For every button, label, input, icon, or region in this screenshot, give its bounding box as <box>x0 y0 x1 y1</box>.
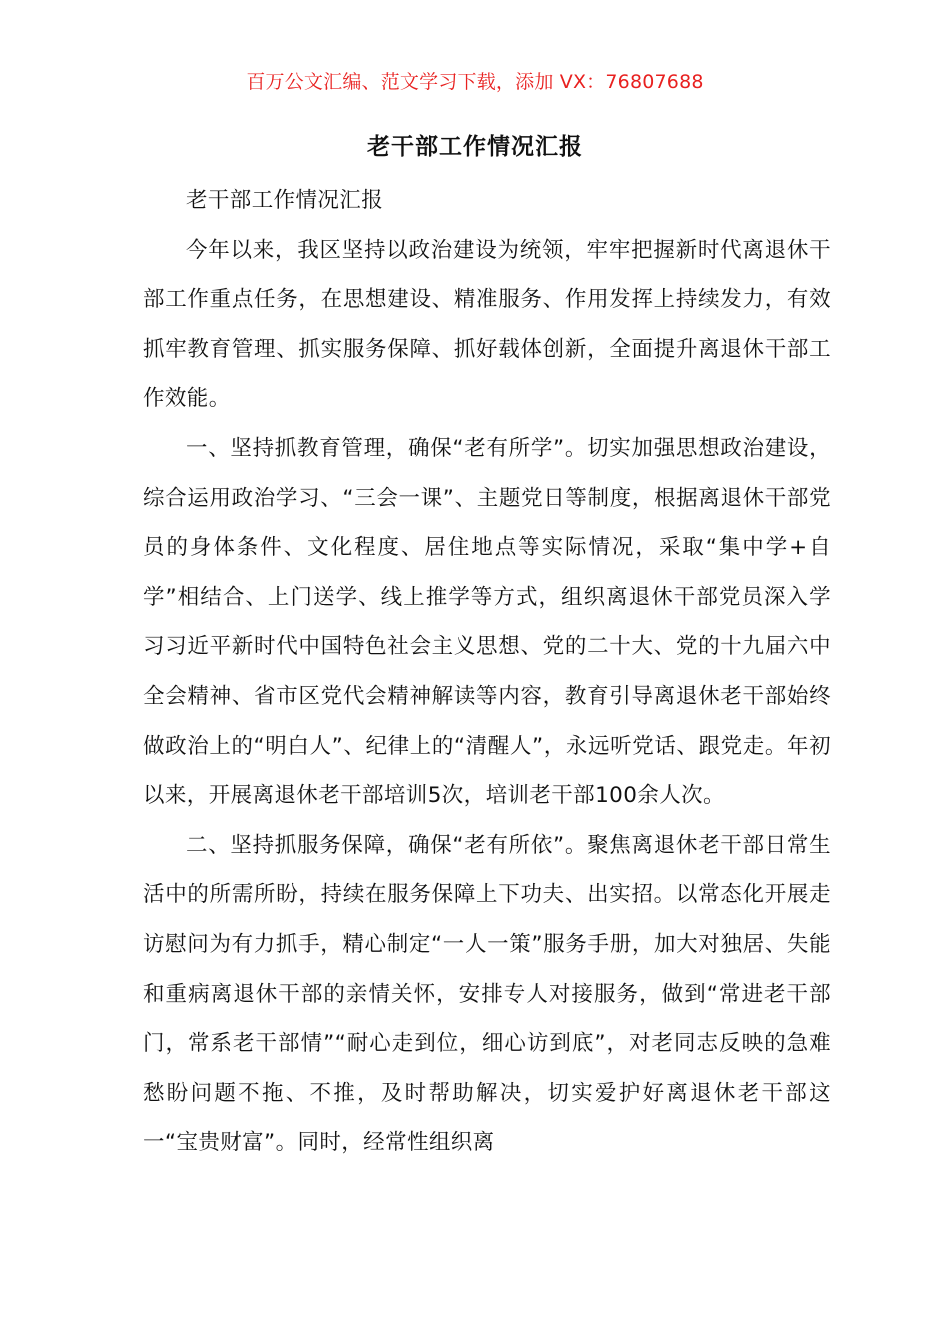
intro-paragraph: 今年以来，我区坚持以政治建设为统领，牢牢把握新时代离退休干部工作重点任务，在思想建设、精准服务、作用发挥上持续发力，有效抓牢教育管理、抓实服务保障、抓好载体创新，全面提升离退休干部工作效能。 <box>143 237 831 412</box>
section-one-paragraph: 一、坚持抓教育管理，确保“老有所学”。切实加强思想政治建设，综合运用政治学习、“三会一课”、主题党日等制度，根据离退休干部党员的身体条件、文化程度、居住地点等实际情况，采取“集中学+自学”相结合、上门送学、线上推学等方式，组织离退休干部党员深入学习习近平新时代中国特色社会主义思想、党的二十大、党的十九届六中全会精神、省市区党代会精神解读等内容，教育引导离退休老干部始终做政治上的“明白人”、纪律上的“清醒人”，永远听党话、跟党走。年初以来，开展离退休老干部培训5次，培训老干部100余人次。 <box>143 435 831 809</box>
document-body <box>143 176 831 1168</box>
download-banner: 百万公文汇编、范文学习下载，添加 VX：76807688 <box>246 71 704 93</box>
section-two-paragraph: 二、坚持抓服务保障，确保“老有所依”。聚焦离退休老干部日常生活中的所需所盼，持续在服务保障上下功夫、出实招。以常态化开展走访慰问为有力抓手，精心制定“一人一策”服务手册，加大对独居、失能和重病离退休干部的亲情关怀，安排专人对接服务，做到“常进老干部门，常系老干部情”“耐心走到位，细心访到底”，对老同志反映的急难愁盼问题不拖、不推，及时帮助解决，切实爱护好离退休老干部这一“宝贵财富”。同时，经常性组织离 <box>143 832 831 1156</box>
document-title: 老干部工作情况汇报 <box>367 134 583 160</box>
subtitle-paragraph: 老干部工作情况汇报 <box>186 188 384 213</box>
